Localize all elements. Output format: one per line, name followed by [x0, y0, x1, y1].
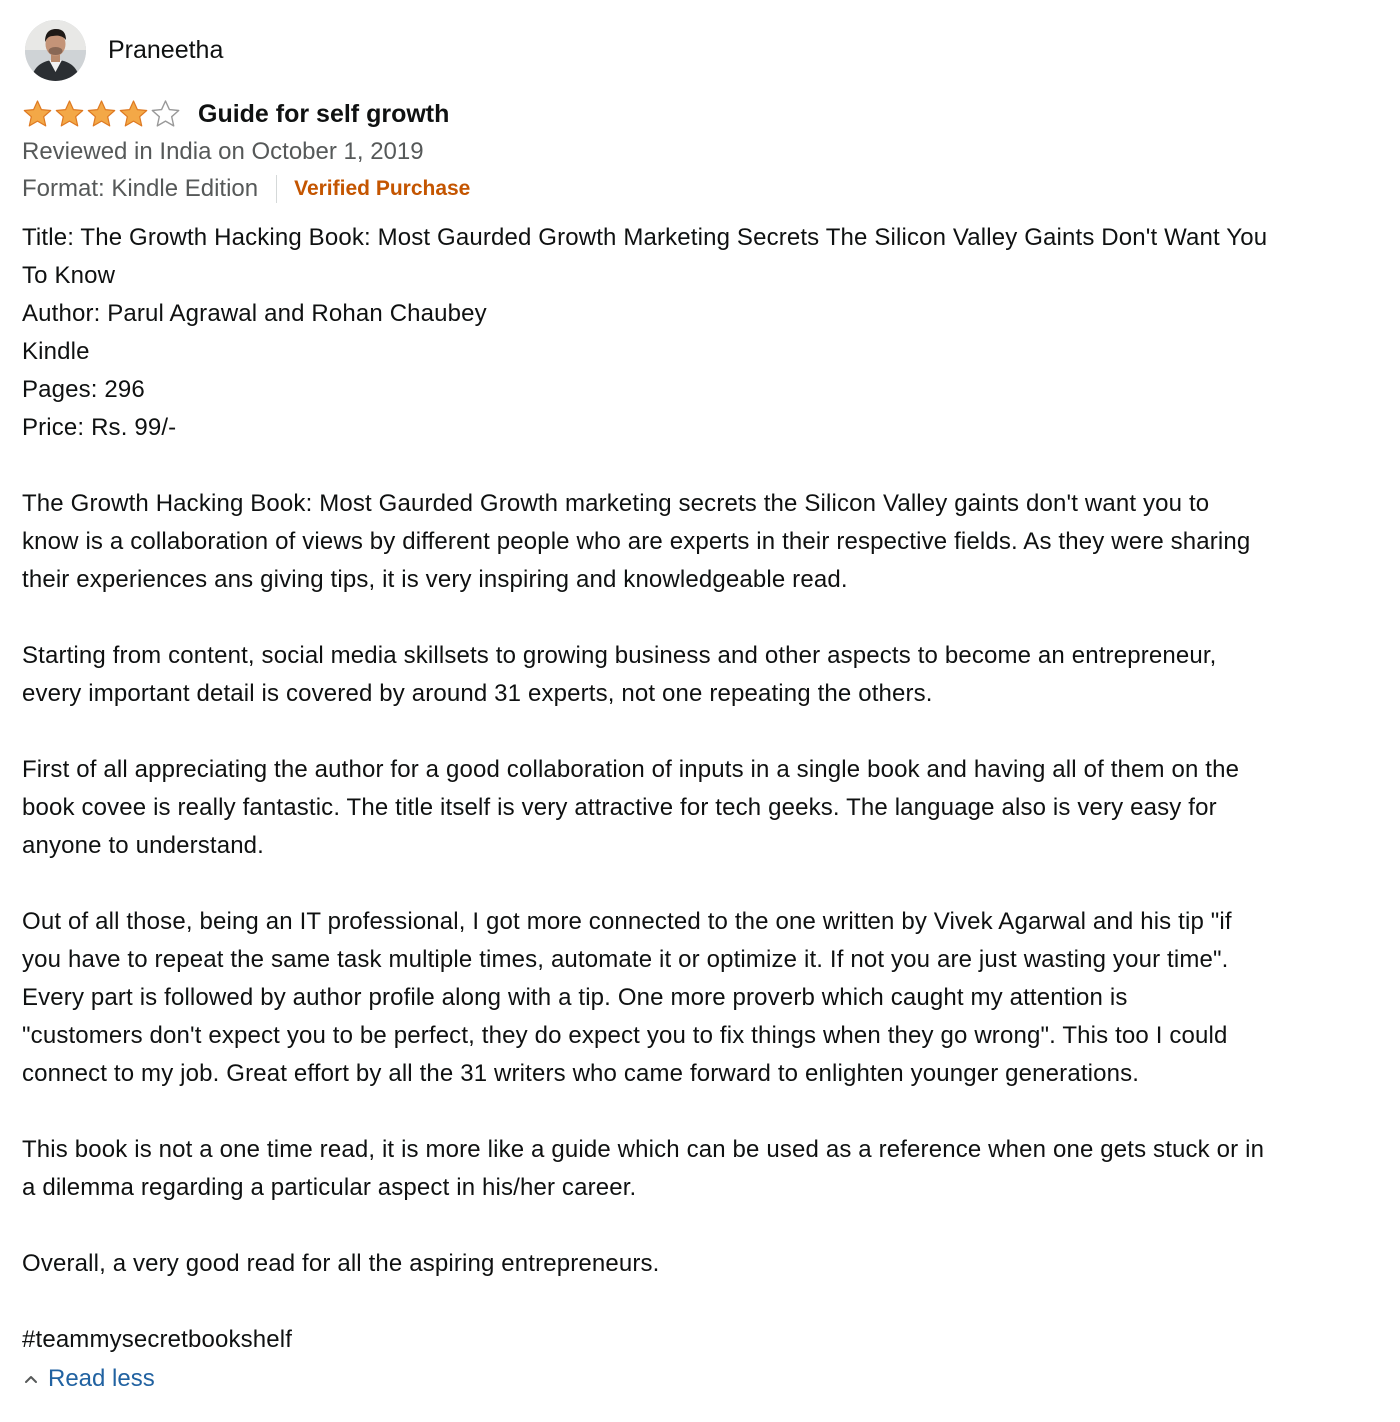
- reviewer-profile[interactable]: [25, 18, 1376, 82]
- read-less-label[interactable]: Read less: [48, 1365, 155, 1392]
- review-body: [22, 219, 1382, 1359]
- review-text-line: book covee is really fantastic. The title itself is very attractive for tech geeks. The language also is very easy for: [22, 794, 1217, 821]
- avatar-image: [25, 20, 86, 81]
- format-row: [22, 172, 1376, 206]
- star-filled-icon: [54, 99, 85, 130]
- star-rating[interactable]: [22, 98, 184, 130]
- review-title[interactable]: Guide for self growth: [198, 100, 450, 128]
- review-text-line: This book is not a one time read, it is more like a guide which can be used as a reference when one gets stuck or in: [22, 1136, 1265, 1163]
- read-less-link[interactable]: [22, 1359, 1376, 1399]
- review-text-line: First of all appreciating the author for a good collaboration of inputs in a single book and having all of them on the: [22, 756, 1240, 783]
- format-label[interactable]: Format: Kindle Edition: [22, 175, 259, 202]
- review-text-line: The Growth Hacking Book: Most Gaurded Growth marketing secrets the Silicon Valley gaints don't want you to: [22, 490, 1210, 517]
- reviewer-name[interactable]: Praneetha: [108, 36, 224, 64]
- review-text-line: a dilemma regarding a particular aspect in his/her career.: [22, 1174, 637, 1201]
- review-text-line: Kindle: [22, 338, 90, 365]
- paragraph-break: [22, 1207, 1382, 1245]
- review-text-line: "customers don't expect you to be perfect, they do expect you to fix things when they go wrong". This too I could: [22, 1022, 1228, 1049]
- review-text-line: you have to repeat the same task multiple times, automate it or optimize it. If not you are just wasting your time".: [22, 946, 1229, 973]
- paragraph-break: [22, 713, 1382, 751]
- paragraph-break: [22, 1093, 1382, 1131]
- review-text-line: #teammysecretbookshelf: [22, 1326, 293, 1353]
- review-text-line: Price: Rs. 99/-: [22, 414, 177, 441]
- divider: [276, 175, 277, 203]
- star-filled-icon: [22, 99, 53, 130]
- review-text-line: Title: The Growth Hacking Book: Most Gaurded Growth Marketing Secrets The Silicon Valley Gaints Don't Want You: [22, 224, 1268, 251]
- user-avatar-icon[interactable]: [25, 20, 86, 81]
- paragraph-break: [22, 1283, 1382, 1321]
- verified-purchase-badge: Verified Purchase: [294, 177, 471, 200]
- star-filled-icon: [86, 99, 117, 130]
- review-date: Reviewed in India on October 1, 2019: [22, 138, 424, 165]
- chevron-up-icon: [24, 1372, 38, 1386]
- review-text-line: To Know: [22, 262, 116, 289]
- paragraph-break: [22, 599, 1382, 637]
- star-filled-icon: [118, 99, 149, 130]
- review-text-line: anyone to understand.: [22, 832, 265, 859]
- review-title-row: [22, 96, 1376, 132]
- review-text-line: their experiences ans giving tips, it is very inspiring and knowledgeable read.: [22, 566, 848, 593]
- star-empty-icon: [150, 99, 181, 130]
- review-text-line: Every part is followed by author profile along with a tip. One more proverb which caught my attention is: [22, 984, 1128, 1011]
- review-text-line: Author: Parul Agrawal and Rohan Chaubey: [22, 300, 487, 327]
- review-text-line: Out of all those, being an IT professional, I got more connected to the one written by Vivek Agarwal and his tip "if: [22, 908, 1232, 935]
- review-text-line: every important detail is covered by around 31 experts, not one repeating the others.: [22, 680, 933, 707]
- review-text-line: Starting from content, social media skillsets to growing business and other aspects to become an entrepreneur,: [22, 642, 1217, 669]
- review-text-line: connect to my job. Great effort by all the 31 writers who came forward to enlighten younger generations.: [22, 1060, 1140, 1087]
- review-text-line: know is a collaboration of views by different people who are experts in their respective fields. As they were sharing: [22, 528, 1251, 555]
- review-text-line: Pages: 296: [22, 376, 145, 403]
- paragraph-break: [22, 447, 1382, 485]
- paragraph-break: [22, 865, 1382, 903]
- review-text-line: Overall, a very good read for all the aspiring entrepreneurs.: [22, 1250, 660, 1277]
